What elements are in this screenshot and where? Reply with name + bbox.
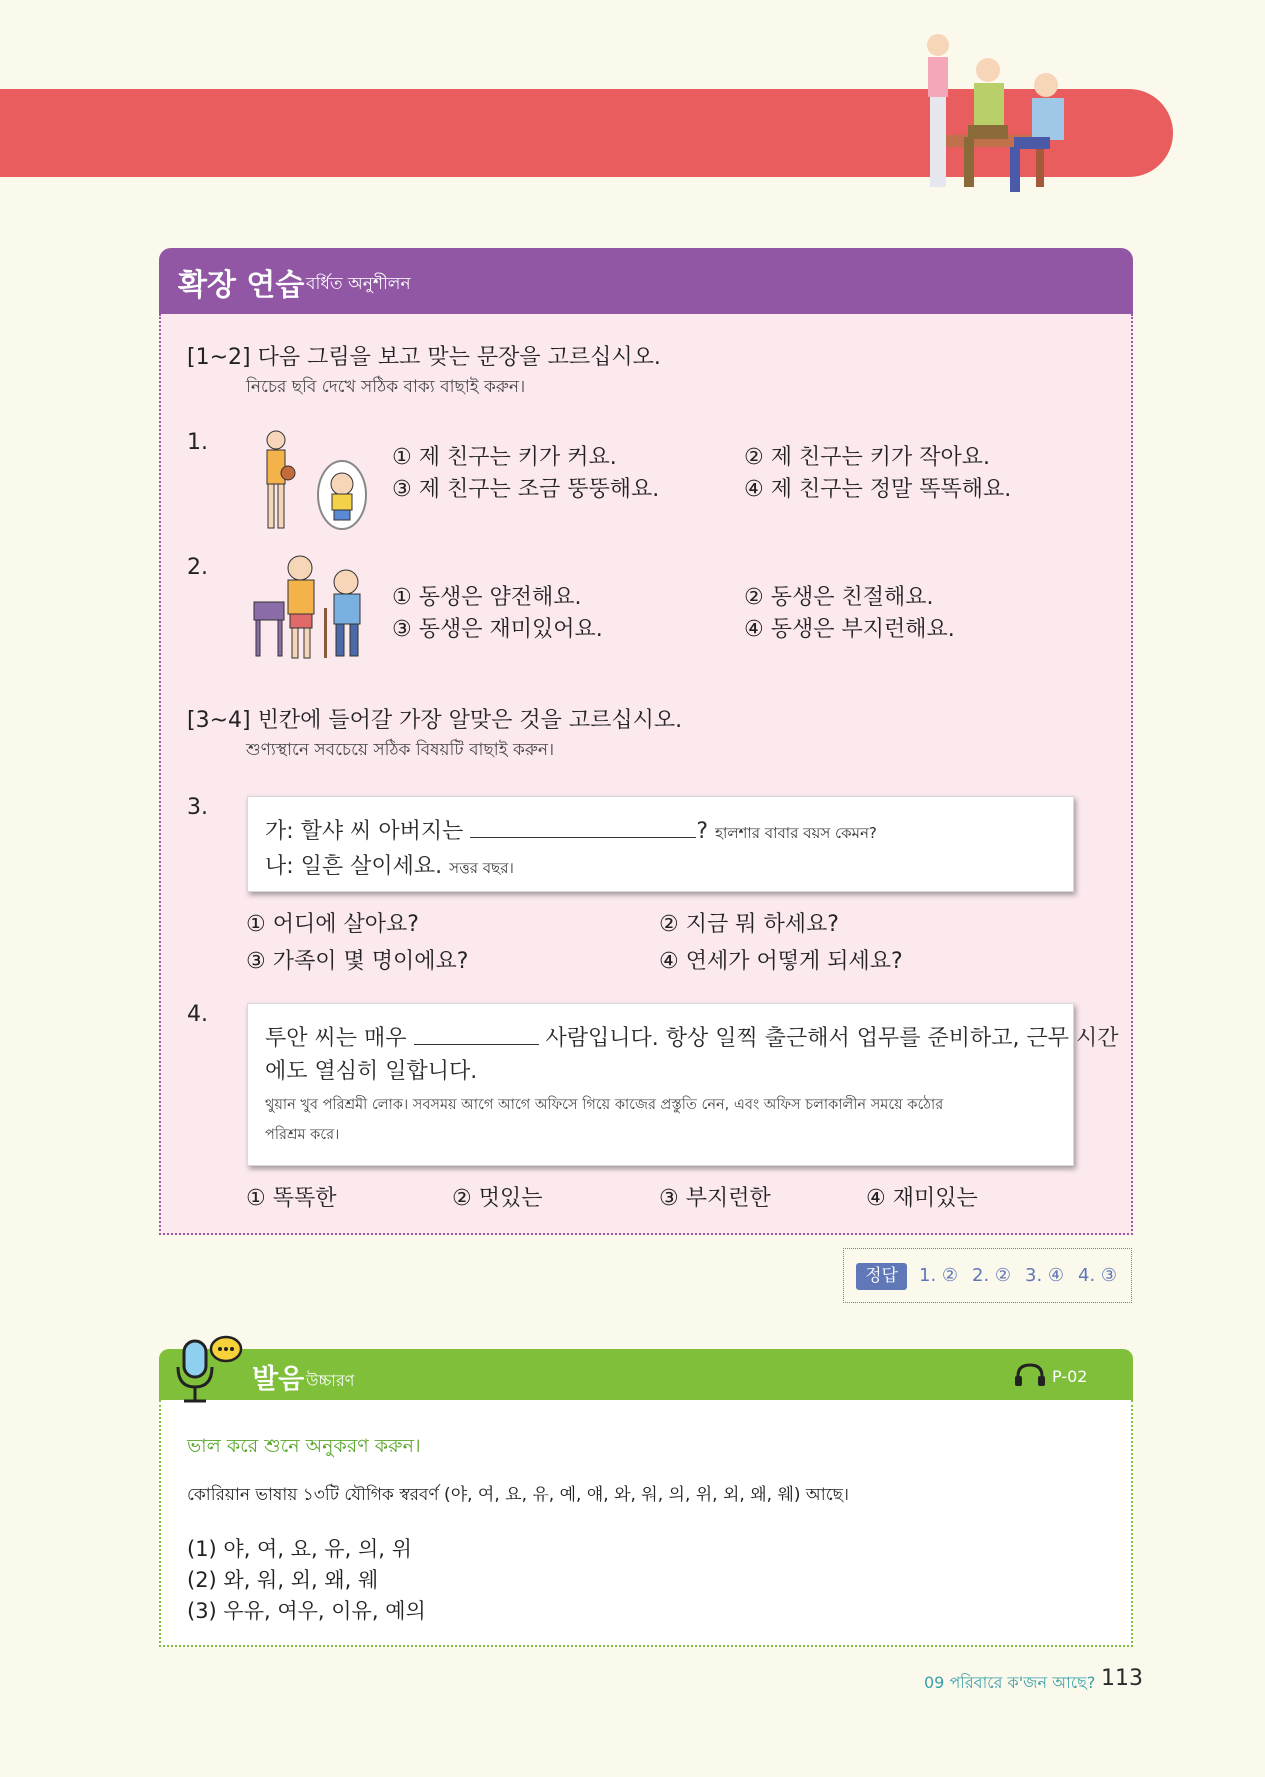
q2-option-2[interactable]: ② 동생은 친절해요. <box>744 585 934 610</box>
q3-option-2[interactable]: ② 지금 뭐 하세요? <box>659 912 839 937</box>
q3-option-4[interactable]: ④ 연세가 어떻게 되세요? <box>659 949 903 974</box>
pronunciation-item-1: (1) 야, 여, 요, 유, 의, 위 <box>187 1537 412 1561</box>
q2-number: 2. <box>187 555 208 580</box>
q4-passage-box <box>247 1003 1119 1166</box>
audio-track-code[interactable]: P-02 <box>1052 1367 1088 1386</box>
group1-heading: [1~2] 다음 그림을 보고 맞는 문장을 고르십시오. <box>187 345 661 370</box>
q3-line1 <box>265 814 877 847</box>
q1-number: 1. <box>187 430 208 455</box>
answer-label: 정답 <box>856 1263 907 1290</box>
answer-2: 2. ② <box>972 1265 1012 1286</box>
q4-option-3[interactable]: ③ 부지런한 <box>659 1186 771 1211</box>
q3-line2-translation: সত্তর বছর। <box>449 859 514 877</box>
chapter-title: 09 পরিবারে ক'জন আছে? <box>924 1673 1096 1692</box>
q1-option-1[interactable]: ① 제 친구는 키가 커요. <box>392 445 617 470</box>
pronunciation-explanation: কোরিয়ান ভাষায় ১৩টি যৌগিক স্বরবর্ণ (야, 여, 요, 유, 예, 얘, 와, 워, 의, 위, 외, 왜, 웨) আছে। <box>187 1485 849 1505</box>
q3-dialogue-box <box>247 796 1074 892</box>
group2-translation: শুণ্যস্থানে সবচেয়ে সঠিক বিষয়টি বাছাই করুন। <box>246 740 555 760</box>
q3-line1-translation: হালশার বাবার বয়স কেমন? <box>715 824 877 842</box>
section-subtitle: বর্ধিত অনুশীলন <box>306 274 411 294</box>
pronunciation-item-2: (2) 와, 워, 외, 왜, 웨 <box>187 1568 379 1592</box>
q1-option-2[interactable]: ② 제 친구는 키가 작아요. <box>744 445 990 470</box>
headphones-icon[interactable] <box>1013 1362 1047 1388</box>
q3-line2-text: 나: 일흔 살이세요. <box>265 854 443 879</box>
q4-blank[interactable] <box>414 1024 539 1045</box>
q4-translation-line2: পরিশ্রম করে। <box>265 1127 340 1143</box>
q3-option-3[interactable]: ③ 가족이 몇 명이에요? <box>246 949 469 974</box>
pronunciation-instruction: ভাল করে শুনে অনুকরণ করুন। <box>187 1435 421 1457</box>
q3-line1-prefix: 가: 할샤 씨 아버지는 <box>265 819 464 844</box>
q4-option-2[interactable]: ② 멋있는 <box>452 1186 543 1211</box>
answer-3: 3. ④ <box>1025 1265 1065 1286</box>
pronunciation-subtitle: উচ্চারণ <box>306 1371 355 1390</box>
q4-text-prefix: 투안 씨는 매우 <box>265 1026 407 1051</box>
q3-number: 3. <box>187 795 208 820</box>
q4-text-suffix: 사람입니다. 항상 일찍 출근해서 업무를 준비하고, 근무 시간 <box>545 1026 1119 1051</box>
q1-option-4[interactable]: ④ 제 친구는 정말 똑똑해요. <box>744 477 1012 502</box>
q1-option-3[interactable]: ③ 제 친구는 조금 뚱뚱해요. <box>392 477 660 502</box>
group2-heading: [3~4] 빈칸에 들어갈 가장 알맞은 것을 고르십시오. <box>187 708 683 733</box>
q3-blank[interactable] <box>470 817 696 838</box>
q2-option-1[interactable]: ① 동생은 얌전해요. <box>392 585 582 610</box>
pronunciation-title: 발음 <box>252 1364 305 1395</box>
page-number: 113 <box>1101 1666 1143 1691</box>
q4-option-1[interactable]: ① 똑똑한 <box>246 1186 337 1211</box>
family-illustration <box>918 25 1088 215</box>
q4-option-4[interactable]: ④ 재미있는 <box>866 1186 978 1211</box>
q3-line2 <box>265 849 514 882</box>
answer-1: 1. ② <box>919 1265 959 1286</box>
pronunciation-item-3: (3) 우유, 여우, 이유, 예의 <box>187 1599 426 1623</box>
group1-translation: নিচের ছবি দেখে সঠিক বাক্য বাছাই করুন। <box>246 377 526 397</box>
answer-4: 4. ③ <box>1078 1265 1118 1286</box>
q1-illustration <box>252 428 372 533</box>
q4-number: 4. <box>187 1002 208 1027</box>
q2-illustration <box>248 552 378 662</box>
q2-option-3[interactable]: ③ 동생은 재미있어요. <box>392 617 603 642</box>
q3-option-1[interactable]: ① 어디에 살아요? <box>246 912 419 937</box>
q2-option-4[interactable]: ④ 동생은 부지런해요. <box>744 617 955 642</box>
q4-line2: 에도 열심히 일합니다. <box>265 1059 478 1084</box>
microphone-icon <box>170 1333 244 1409</box>
section-title: 확장 연습 <box>178 268 305 303</box>
q4-line1 <box>265 1021 1119 1052</box>
q3-line1-suffix: ? <box>696 819 709 844</box>
q4-translation-line1: থুয়ান খুব পরিশ্রমী লোক। সবসময় আগে আগে অফিসে গিয়ে কাজের প্রস্তুতি নেন, এবং অফিস চলাকালীন সময়ে কঠোর <box>265 1097 944 1113</box>
